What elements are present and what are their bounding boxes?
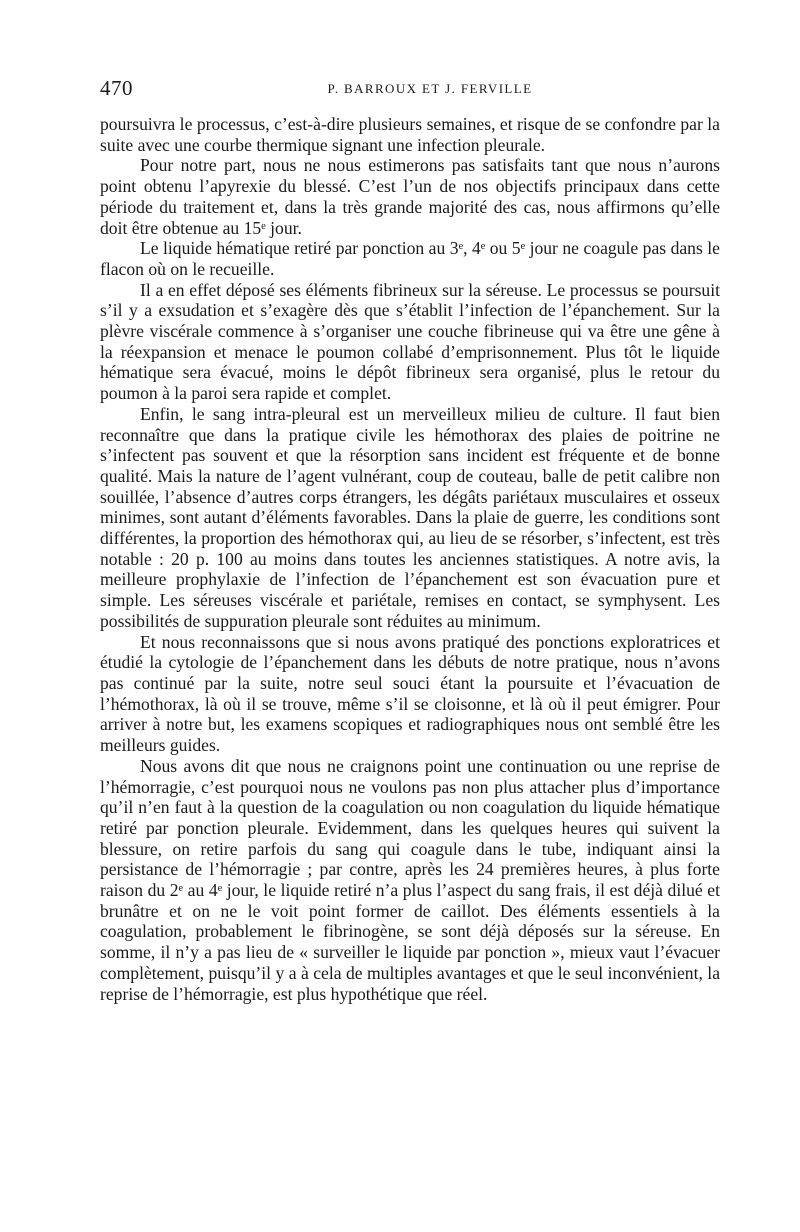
- running-title-authors: P. BARROUX ET J. FERVILLE: [327, 81, 533, 96]
- body-text: [100, 114, 720, 1004]
- paragraph-4: Il a en effet déposé ses éléments fibrineux sur la séreuse. Le processus se poursuit s’il y a exsudation et s’exagère dès que s’établit l’infection de l’épanchement. Sur la plèvre viscérale commence à s’organiser une couche fibrineuse qui va être une gêne à la réexpansion et menace le poumon collabé d’emprisonnement. Plus tôt le liquide hématique sera évacué, moins le dépôt fibrineux sera organisé, plus le retour du poumon à la paroi sera rapide et complet.: [100, 279, 720, 404]
- paragraph-2: Pour notre part, nous ne nous estimerons pas satisfaits tant que nous n’aurons point obtenu l’apyrexie du blessé. C’est l’un de nos objectifs principaux dans cette période du traitement et, dans la très grande majorité des cas, nous affirmons qu’elle doit être obtenue au 15ᵉ jour.: [100, 155, 720, 238]
- paragraph-1-continuation: poursuivra le processus, c’est-à-dire plusieurs semaines, et risque de se confondre par la suite avec une courbe thermique signant une infection pleurale.: [100, 114, 720, 155]
- paragraph-3: Le liquide hématique retiré par ponction au 3ᵉ, 4ᵉ ou 5ᵉ jour ne coagule pas dans le flacon où on le recueille.: [100, 238, 720, 279]
- paragraph-5: Enfin, le sang intra-pleural est un merveilleux milieu de culture. Il faut bien reconnaître que dans la pratique civile les hémothorax des plaies de poitrine ne s’infectent pas souvent et que la résorption sans incident est fréquente et de bonne qualité. Mais la nature de l’agent vulnérant, coup de couteau, balle de petit calibre non souillée, l’absence d’autres corps étrangers, les dégâts pariétaux musculaires et osseux minimes, sont autant d’éléments favorables. Dans la plaie de guerre, les conditions sont différentes, la proportion des hémothorax qui, au lieu de se résorber, s’infectent, est très notable : 20 p. 100 au moins dans toutes les anciennes statistiques. A notre avis, la meilleure prophylaxie de l’infection de l’épanchement est son évacuation pure et simple. Les séreuses viscérale et pariétale, remises en contact, se symphysent. Les possibilités de suppuration pleurale sont réduites au minimum.: [100, 403, 720, 631]
- page-number: 470: [100, 76, 133, 100]
- running-head: [100, 76, 720, 106]
- paragraph-6: Et nous reconnaissons que si nous avons pratiqué des ponctions exploratrices et étudié la cytologie de l’épanchement dans les débuts de notre pratique, nous n’avons pas continué par la suite, notre seul souci étant la poursuite et l’évacuation de l’hémothorax, là où il se trouve, même s’il se cloisonne, et là où il peut émigrer. Pour arriver à notre but, les examens scopiques et radiographiques nous ont semblé être les meilleurs guides.: [100, 631, 720, 756]
- book-page: [100, 76, 720, 1004]
- paragraph-7: Nous avons dit que nous ne craignons point une continuation ou une reprise de l’hémorragie, c’est pourquoi nous ne voulons pas non plus attacher plus d’importance qu’il n’en faut à la question de la coagulation ou non coagulation du liquide hématique retiré par ponction pleurale. Evidemment, dans les quelques heures qui suivent la blessure, on retire parfois du sang qui coagule dans le tube, indiquant ainsi la persistance de l’hémorragie ; par contre, après les 24 premières heures, à plus forte raison du 2ᵉ au 4ᵉ jour, le liquide retiré n’a plus l’aspect du sang frais, il est déjà dilué et brunâtre et on ne le voit point former de caillot. Des éléments essentiels à la coagulation, probablement le fibrinogène, se sont déjà déposés sur la séreuse. En somme, il n’y a pas lieu de « surveiller le liquide par ponction », mieux vaut l’évacuer complètement, puisqu’il y a à cela de multiples avantages et que le seul inconvénient, la reprise de l’hémorragie, est plus hypothétique que réel.: [100, 755, 720, 1004]
